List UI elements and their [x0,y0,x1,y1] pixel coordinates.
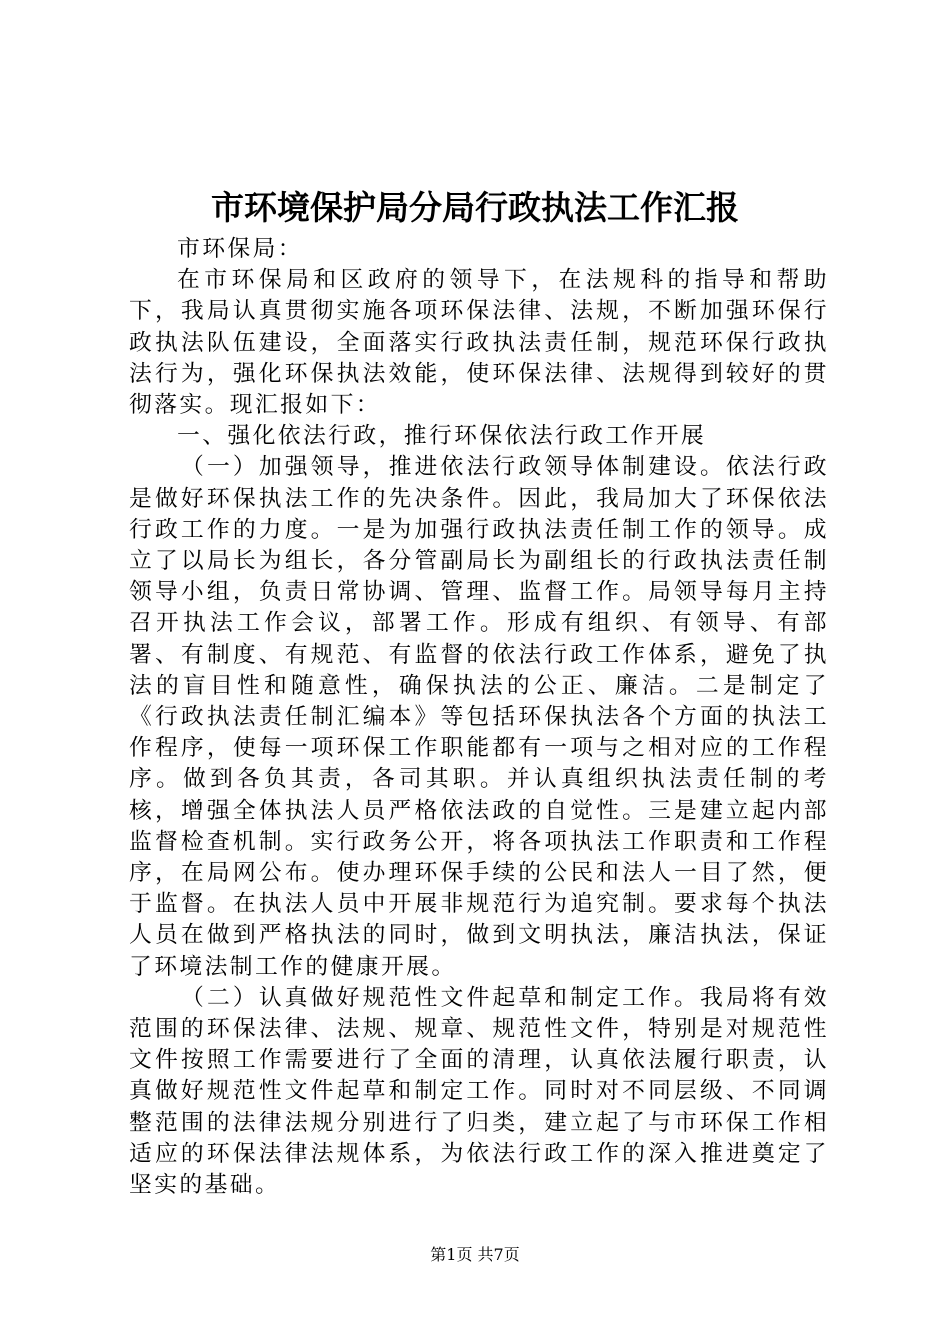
document-body [129,234,829,1201]
page-footer: 第1页 共7页 [430,1245,520,1264]
paragraph-intro: 在市环保局和区政府的领导下，在法规科的指导和帮助下，我局认真贯彻实施各项环保法律、法规，不断加强环保行政执法队伍建设，全面落实行政执法责任制，规范环保行政执法行为，强化环保执法效能，使环保法律、法规得到较好的贯彻落实。现汇报如下： [129,267,829,419]
salutation: 市环保局： [177,236,303,262]
document-title: 市环境保护局分局行政执法工作汇报 [211,188,739,227]
section-heading-1: 一、强化依法行政，推行环保依法行政工作开展 [177,423,707,450]
paragraph-subsection-1: （一）加强领导，推进依法行政领导体制建设。依法行政是做好环保执法工作的先决条件。因此，我局加大了环保依法行政工作的力度。一是为加强行政执法责任制工作的领导。成立了以局长为组长，各分管副局长为副组长的行政执法责任制领导小组，负责日常协调、管理、监督工作。局领导每月主持召开执法工作会议，部署工作。形成有组织、有领导、有部署、有制度、有规范、有监督的依法行政工作体系，避免了执法的盲目性和随意性，确保执法的公正、廉洁。二是制定了《行政执法责任制汇编本》等包括环保执法各个方面的执法工作程序，使每一项环保工作职能都有一项与之相对应的工作程序。做到各负其责，各司其职。并认真组织执法责任制的考核，增强全体执法人员严格依法政的自觉性。三是建立起内部监督检查机制。实行政务公开，将各项执法工作职责和工作程序，在局网公布。使办理环保手续的公民和法人一目了然，便于监督。在执法人员中开展非规范行为追究制。要求每个执法人员在做到严格执法的同时，做到文明执法，廉洁执法，保证了环境法制工作的健康开展。 [129,454,829,980]
paragraph-subsection-2: （二）认真做好规范性文件起草和制定工作。我局将有效范围的环保法律、法规、规章、规范性文件，特别是对规范性文件按照工作需要进行了全面的清理，认真依法履行职责，认真做好规范性文件起草和制定工作。同时对不同层级、不同调整范围的法律法规分别进行了归类，建立起了与市环保工作相适应的环保法律法规体系，为依法行政工作的深入推进奠定了坚实的基础。 [129,984,829,1199]
